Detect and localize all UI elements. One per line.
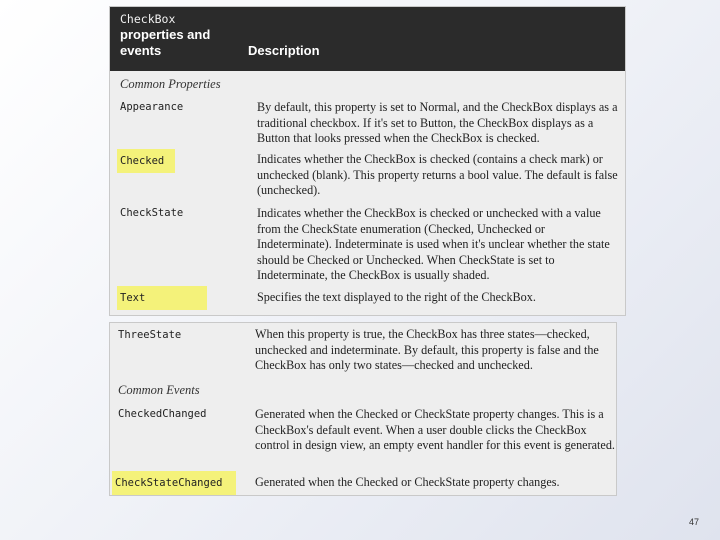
header-column-properties: properties and events	[120, 27, 211, 58]
property-description: Generated when the Checked or CheckState property changes. This is a CheckBox's default event. When a user double clicks the CheckBox control in design view, an empty event handler for this event is generated.	[255, 407, 615, 452]
property-description: When this property is true, the CheckBox has three states—checked, unchecked and indeterminate. By default, this property is false and the CheckBox has only two states—checked and unchecked.	[255, 327, 599, 372]
property-name-highlighted: Text	[117, 286, 207, 310]
page-number: 47	[689, 517, 700, 527]
property-name-highlighted: Checked	[117, 149, 175, 173]
property-name: Appearance	[120, 101, 184, 113]
property-description: Generated when the Checked or CheckState property changes.	[255, 475, 560, 489]
property-name: CheckedChanged	[118, 408, 207, 420]
header-column-description: Description	[248, 43, 320, 58]
property-description: Specifies the text displayed to the right of the CheckBox.	[257, 290, 536, 304]
property-description: Indicates whether the CheckBox is checked (contains a check mark) or unchecked (blank). This property returns a bool value. The default is false (unchecked).	[257, 152, 618, 197]
header-class-name: CheckBox	[120, 12, 176, 26]
property-description: Indicates whether the CheckBox is checked or unchecked with a value from the CheckState enumeration (Checked, Unchecked or Indeterminate). Indeterminate is used when it's unclear whether the state should be Checked or Unchecked. When CheckState is set to Indeterminate, the CheckBox is usually shaded.	[257, 206, 610, 282]
properties-table-top	[109, 6, 626, 316]
table-header	[110, 7, 625, 71]
property-name-highlighted: CheckStateChanged	[112, 471, 236, 495]
section-common-events: Common Events	[118, 383, 200, 397]
properties-table-bottom	[109, 322, 617, 496]
section-common-properties: Common Properties	[120, 77, 221, 91]
property-name: ThreeState	[118, 329, 182, 341]
property-name: CheckState	[120, 207, 184, 219]
property-description: By default, this property is set to Normal, and the CheckBox displays as a traditional checkbox. If it's set to Button, the CheckBox displays as a Button that looks pressed when the CheckBox is checked.	[257, 100, 618, 145]
